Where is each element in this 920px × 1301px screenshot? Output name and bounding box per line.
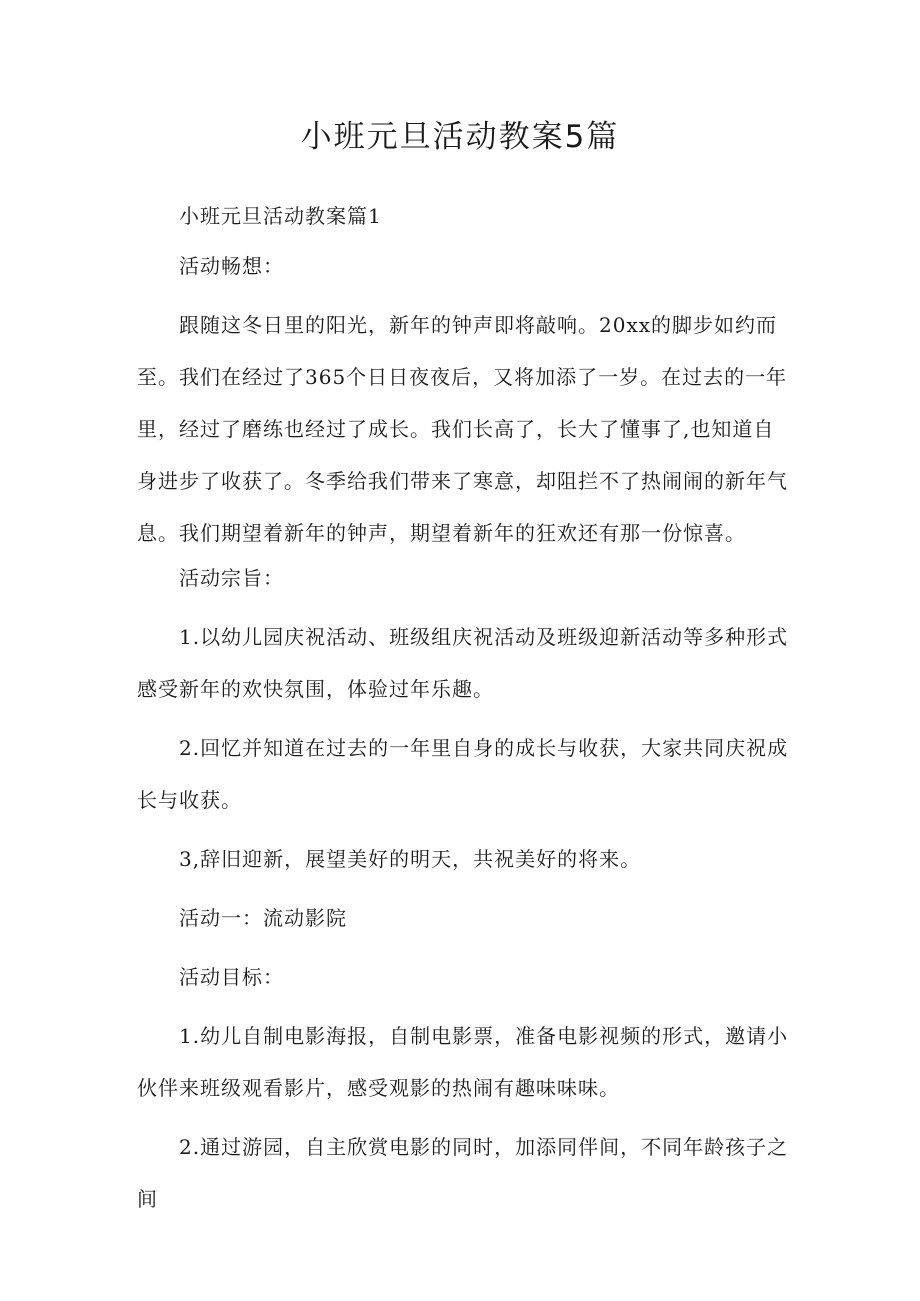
paragraph-heading: 活动一：流动影院 (179, 906, 347, 930)
list-item: 2.通过游园，自主欣赏电影的同时，加添同伴间，不同年龄孩子之间 (137, 1135, 789, 1211)
paragraph-heading: 活动宗旨： (179, 566, 284, 590)
paragraph-heading: 活动目标： (179, 965, 284, 989)
document-title: 小班元旦活动教案5篇 (300, 119, 620, 155)
list-item: 2.回忆并知道在过去的一年里自身的成长与收获，大家共同庆祝成长与收获。 (137, 736, 789, 812)
list-item: 1.幼儿自制电影海报，自制电影票，准备电影视频的形式，邀请小伙伴来班级观看影片，感受观影的热闹有趣味味味。 (137, 1024, 789, 1100)
section-heading: 小班元旦活动教案篇1 (179, 204, 382, 228)
list-item: 3,辞旧迎新，展望美好的明天，共祝美好的将来。 (179, 847, 642, 871)
paragraph: 跟随这冬日里的阳光，新年的钟声即将敲响。20xx的脚步如约而至。我们在经过了365个日日夜夜后，又将加添了一岁。在过去的一年里，经过了磨练也经过了成长。我们长高了，长大了懂事了,也知道自身进步了收获了。冬季给我们带来了寒意，却阻拦不了热闹闹的新年气息。我们期望着新年的钟声，期望着新年的狂欢还有那一份惊喜。 (137, 313, 788, 545)
paragraph-heading: 活动畅想： (179, 254, 284, 278)
list-item: 1.以幼儿园庆祝活动、班级组庆祝活动及班级迎新活动等多种形式感受新年的欢快氛围，体验过年乐趣。 (137, 625, 789, 701)
